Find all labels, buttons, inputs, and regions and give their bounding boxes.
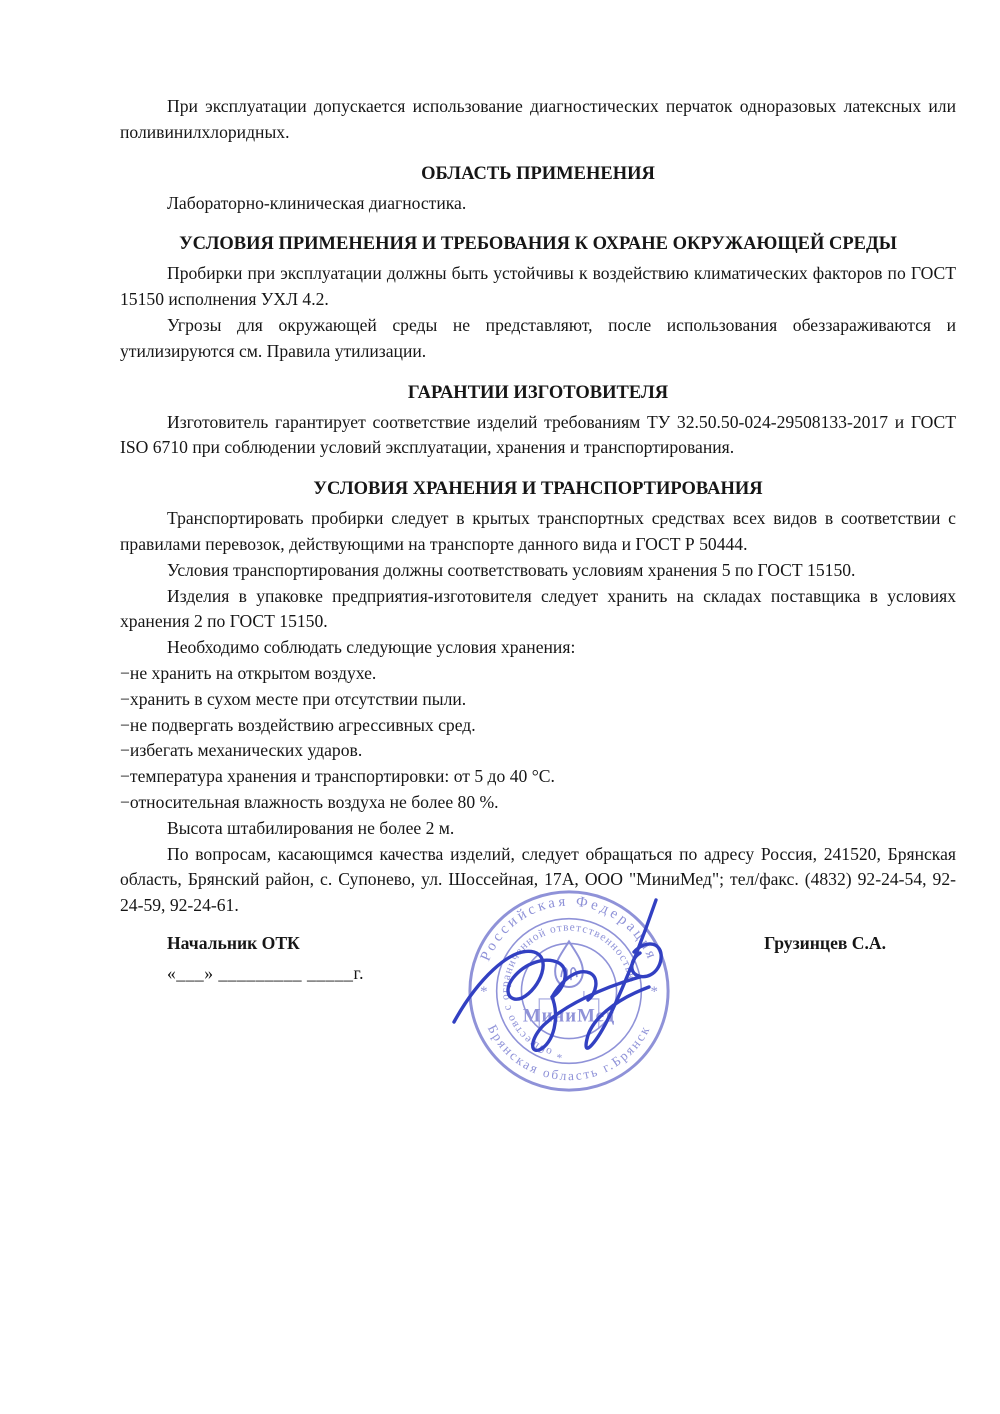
handwritten-signature <box>446 884 702 1074</box>
paragraph: Изделия в упаковке предприятия-изготовителя следует хранить на складах поставщика в условиях хранения 2 по ГОСТ 15150. <box>120 585 956 632</box>
section-heading-storage-transport: УСЛОВИЯ ХРАНЕНИЯ И ТРАНСПОРТИРОВАНИЯ <box>313 479 763 500</box>
signature-stroke <box>454 951 596 1022</box>
storage-condition-item: −хранить в сухом месте при отсутствии пыли. <box>120 688 467 709</box>
signature-stroke <box>586 900 656 1048</box>
storage-condition-item: −избегать механических ударов. <box>120 740 363 761</box>
storage-condition-item: −температура хранения и транспортировки: от 5 до 40 °С. <box>120 766 555 787</box>
stamp-star-right: * <box>650 983 658 1000</box>
stamp-star-left: * <box>480 983 488 1000</box>
stamp-center-company-name: МиниМед <box>522 1005 616 1027</box>
storage-condition-item: −относительная влажность воздуха не более 80 %. <box>120 791 499 812</box>
paragraph: Пробирки при эксплуатации должны быть устойчивы к воздействию климатических факторов по ГОСТ 15150 исполнения УХЛ 4.2. <box>120 263 956 310</box>
paragraph: Условия транспортирования должны соответствовать условиям хранения 5 по ГОСТ 15150. <box>167 559 856 580</box>
signer-name: Грузинцев С.А. <box>764 932 886 953</box>
paragraph: Транспортировать пробирки следует в крытых транспортных средствах всех видов в соответствии с правилами перевозок, действующими на транспорте данного вида и ГОСТ Р 50444. <box>120 508 956 554</box>
signature-graphic <box>446 884 702 1074</box>
section-heading-warranty: ГАРАНТИИ ИЗГОТОВИТЕЛЯ <box>407 382 669 403</box>
stamp-inner-ring-text: * общество с ограниченной ответственностью <box>499 921 638 1061</box>
signature-left-column <box>167 931 364 987</box>
storage-condition-item: −не хранить на открытом воздухе. <box>120 662 377 683</box>
section-heading-scope: ОБЛАСТЬ ПРИМЕНЕНИЯ <box>421 163 655 184</box>
section-heading-usage-environment: УСЛОВИЯ ПРИМЕНЕНИЯ И ТРЕБОВАНИЯ К ОХРАНЕ ОКРУЖАЮЩЕЙ СРЕДЫ <box>179 234 897 255</box>
paragraph: Необходимо соблюдать следующие условия хранения: <box>167 637 576 658</box>
document-content <box>120 94 956 987</box>
storage-condition-item: −не подвергать воздействию агрессивных сред. <box>120 714 476 735</box>
signer-position-title: Начальник ОТК <box>167 932 300 953</box>
paragraph: Угрозы для окружающей среды не представляют, после использования обеззараживаются и утилизируются см. Правила утилизации. <box>120 314 956 361</box>
paragraph: Высота штабилирования не более 2 м. <box>167 817 455 838</box>
paragraph: Лабораторно-клиническая диагностика. <box>167 192 467 213</box>
paragraph: По вопросам, касающимся качества изделий, следует обращаться по адресу Россия, 241520, Брянская область, Брянский район, с. Супонево, ул. Шоссейная, 17А, ООО "МиниМед"; тел/факс. (4832) 92-24-54, 92-24-59, 92-24-61. <box>120 843 956 916</box>
signature-date-line: «___» _________ _____г. <box>167 962 365 983</box>
stamp-outer-bottom-text: Брянская область г.Брянск <box>484 1022 654 1084</box>
stamp-outer-top-text: Российская Федерация <box>477 893 661 964</box>
intro-paragraph: При эксплуатации допускается использование диагностических перчаток одноразовых латексных или поливинилхлоридных. <box>120 96 956 142</box>
paragraph: Изготовитель гарантирует соответствие изделий требованиям ТУ 32.50.50-024-29508133-2017 и ГОСТ ISO 6710 при соблюдении условий эксплуатации, хранения и транспортирования. <box>120 411 956 458</box>
signature-stroke <box>632 944 661 977</box>
